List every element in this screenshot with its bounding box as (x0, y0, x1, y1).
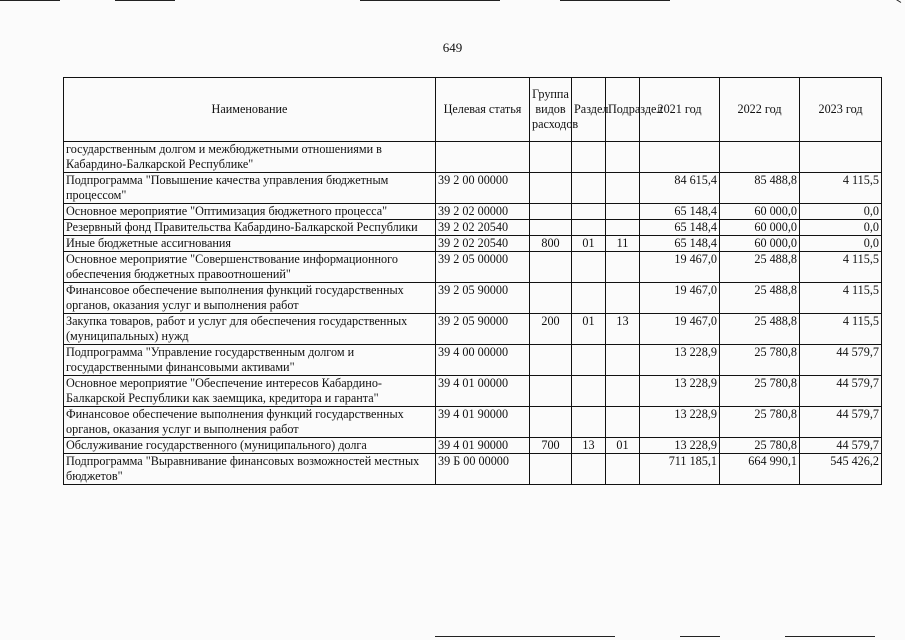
cell-target-code: 39 2 02 20540 (436, 220, 530, 236)
cell-expense-group (530, 407, 572, 438)
cell-target-code: 39 2 02 20540 (436, 236, 530, 252)
cell-section (572, 252, 606, 283)
cell-name: Подпрограмма "Управление государственным долгом и государственными финансовыми активами" (64, 345, 436, 376)
cell-2021: 13 228,9 (640, 438, 720, 454)
cell-subsection (606, 204, 640, 220)
cell-2021: 65 148,4 (640, 204, 720, 220)
header-subsection: Подраздел (606, 78, 640, 142)
cell-section (572, 283, 606, 314)
scan-artifact-line (435, 636, 615, 637)
cell-section (572, 173, 606, 204)
cell-expense-group (530, 345, 572, 376)
cell-2021: 19 467,0 (640, 252, 720, 283)
cell-2022: 25 488,8 (720, 283, 800, 314)
cell-2023: 0,0 (800, 236, 882, 252)
cell-name: Закупка товаров, работ и услуг для обеспечения государственных (муниципальных) нужд (64, 314, 436, 345)
cell-2022: 85 488,8 (720, 173, 800, 204)
cell-2021: 13 228,9 (640, 376, 720, 407)
table-row (64, 376, 882, 407)
cell-section: 13 (572, 438, 606, 454)
cell-subsection (606, 173, 640, 204)
cell-2021: 19 467,0 (640, 314, 720, 345)
scan-artifact-line (785, 636, 875, 637)
cell-subsection (606, 142, 640, 173)
cell-2022: 664 990,1 (720, 454, 800, 485)
cell-section (572, 376, 606, 407)
cell-subsection (606, 454, 640, 485)
cell-name: Подпрограмма "Выравнивание финансовых возможностей местных бюджетов" (64, 454, 436, 485)
scan-artifact-stroke (879, 0, 902, 3)
table-row (64, 204, 882, 220)
cell-target-code (436, 142, 530, 173)
cell-2021: 711 185,1 (640, 454, 720, 485)
cell-2021: 13 228,9 (640, 345, 720, 376)
header-2021: 2021 год (640, 78, 720, 142)
cell-2023: 0,0 (800, 220, 882, 236)
page-number: 649 (442, 40, 463, 55)
cell-2022: 25 780,8 (720, 345, 800, 376)
cell-name: Основное мероприятие "Обеспечение интересов Кабардино-Балкарской Республики как заемщика, кредитора и гаранта" (64, 376, 436, 407)
cell-name: Финансовое обеспечение выполнения функций государственных органов, оказания услуг и выполнения работ (64, 283, 436, 314)
cell-expense-group (530, 454, 572, 485)
cell-2023: 4 115,5 (800, 283, 882, 314)
cell-target-code: 39 2 00 00000 (436, 173, 530, 204)
cell-target-code: 39 4 01 90000 (436, 407, 530, 438)
cell-section (572, 220, 606, 236)
cell-2023: 44 579,7 (800, 438, 882, 454)
cell-expense-group: 800 (530, 236, 572, 252)
table-row (64, 142, 882, 173)
cell-target-code: 39 4 01 90000 (436, 438, 530, 454)
cell-2022: 25 488,8 (720, 314, 800, 345)
cell-subsection: 11 (606, 236, 640, 252)
cell-2023: 545 426,2 (800, 454, 882, 485)
cell-subsection: 01 (606, 438, 640, 454)
cell-2022: 25 780,8 (720, 376, 800, 407)
cell-section (572, 204, 606, 220)
table-row (64, 236, 882, 252)
cell-name: Иные бюджетные ассигнования (64, 236, 436, 252)
cell-2022: 25 488,8 (720, 252, 800, 283)
cell-subsection (606, 376, 640, 407)
cell-section (572, 407, 606, 438)
cell-subsection: 13 (606, 314, 640, 345)
cell-2023: 44 579,7 (800, 407, 882, 438)
cell-target-code: 39 2 05 90000 (436, 283, 530, 314)
cell-2022: 60 000,0 (720, 236, 800, 252)
cell-subsection (606, 252, 640, 283)
cell-section (572, 345, 606, 376)
cell-name: Основное мероприятие "Оптимизация бюджетного процесса" (64, 204, 436, 220)
cell-subsection (606, 220, 640, 236)
cell-expense-group (530, 376, 572, 407)
cell-target-code: 39 4 00 00000 (436, 345, 530, 376)
cell-2021 (640, 142, 720, 173)
cell-2023: 0,0 (800, 204, 882, 220)
cell-expense-group (530, 142, 572, 173)
cell-subsection (606, 407, 640, 438)
cell-2023: 44 579,7 (800, 376, 882, 407)
cell-2021: 65 148,4 (640, 236, 720, 252)
cell-2021: 84 615,4 (640, 173, 720, 204)
cell-section (572, 142, 606, 173)
table-row (64, 345, 882, 376)
scan-artifact-line (360, 0, 500, 1)
cell-2022: 60 000,0 (720, 220, 800, 236)
cell-expense-group: 200 (530, 314, 572, 345)
cell-expense-group: 700 (530, 438, 572, 454)
scan-artifact-line (680, 636, 720, 637)
header-section: Раздел (572, 78, 606, 142)
cell-section: 01 (572, 314, 606, 345)
cell-expense-group (530, 220, 572, 236)
cell-subsection (606, 345, 640, 376)
cell-target-code: 39 Б 00 00000 (436, 454, 530, 485)
cell-2021: 13 228,9 (640, 407, 720, 438)
cell-expense-group (530, 173, 572, 204)
cell-2022: 60 000,0 (720, 204, 800, 220)
header-2023: 2023 год (800, 78, 882, 142)
cell-name: государственным долгом и межбюджетными отношениями в Кабардино-Балкарской Республике" (64, 142, 436, 173)
cell-expense-group (530, 204, 572, 220)
table-row (64, 454, 882, 485)
cell-2022: 25 780,8 (720, 438, 800, 454)
scan-artifact-line (0, 0, 60, 1)
cell-2021: 65 148,4 (640, 220, 720, 236)
cell-2022 (720, 142, 800, 173)
table-header-row (64, 78, 882, 142)
cell-subsection (606, 283, 640, 314)
table-row (64, 220, 882, 236)
cell-2023 (800, 142, 882, 173)
scan-artifact-line (115, 0, 175, 1)
cell-name: Финансовое обеспечение выполнения функций государственных органов, оказания услуг и выполнения работ (64, 407, 436, 438)
table-row (64, 173, 882, 204)
cell-name: Обслуживание государственного (муниципального) долга (64, 438, 436, 454)
scan-artifact-line (560, 0, 670, 1)
header-name: Наименование (64, 78, 436, 142)
cell-expense-group (530, 252, 572, 283)
cell-target-code: 39 4 01 00000 (436, 376, 530, 407)
cell-target-code: 39 2 02 00000 (436, 204, 530, 220)
header-2022: 2022 год (720, 78, 800, 142)
cell-section: 01 (572, 236, 606, 252)
cell-2021: 19 467,0 (640, 283, 720, 314)
table-row (64, 283, 882, 314)
header-target: Целевая статья (436, 78, 530, 142)
table-row (64, 438, 882, 454)
cell-2023: 4 115,5 (800, 173, 882, 204)
cell-2023: 4 115,5 (800, 314, 882, 345)
cell-name: Подпрограмма "Повышение качества управления бюджетным процессом" (64, 173, 436, 204)
cell-target-code: 39 2 05 00000 (436, 252, 530, 283)
cell-2023: 44 579,7 (800, 345, 882, 376)
header-group: Группа видов расходов (530, 78, 572, 142)
cell-expense-group (530, 283, 572, 314)
table-row (64, 314, 882, 345)
table-row (64, 252, 882, 283)
table-body (64, 142, 882, 485)
cell-name: Основное мероприятие "Совершенствование информационного обеспечения бюджетных правоотношений" (64, 252, 436, 283)
table-row (64, 407, 882, 438)
cell-target-code: 39 2 05 90000 (436, 314, 530, 345)
budget-table (63, 77, 882, 485)
cell-2022: 25 780,8 (720, 407, 800, 438)
cell-name: Резервный фонд Правительства Кабардино-Балкарской Республики (64, 220, 436, 236)
cell-2023: 4 115,5 (800, 252, 882, 283)
cell-section (572, 454, 606, 485)
